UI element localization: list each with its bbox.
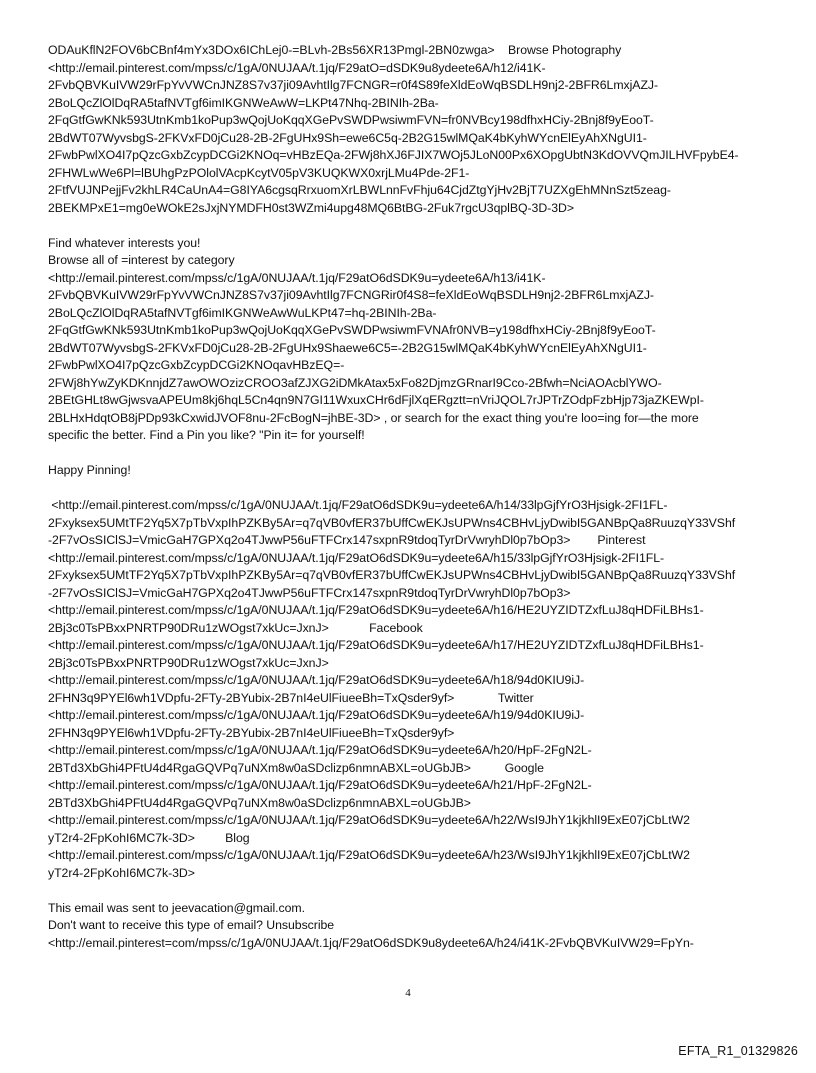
text-line: 2FqGtfGwKNk593UtnKmb1koPup3wQojUoKqqXGePvSWDPwsiwmFVN=fr0NVBcy198dfhxHCiy-2Bnj8f9yEooT- — [48, 113, 654, 127]
text-line: 2BdWT07WyvsbgS-2FKVxFD0jCu28-2B-2FgUHx9Sh=ewe6C5q-2B2G15wlMQaK4bKyhWYcnElEyAhXNgUI1- — [48, 130, 647, 145]
text-line: 2BTd3XbGhi4PFtU4d4RgaGQVPq7uNXm8w0aSDclizp6nmnABXL=oUGbJB> — [48, 795, 471, 810]
text-line: 2BTd3XbGhi4PFtU4d4RgaGQVPq7uNXm8w0aSDclizp6nmnABXL=oUGbJB> Google — [48, 760, 544, 775]
text-line: <http://email.pinterest.com/mpss/c/1gA/0NUJAA/t.1jq/F29atO6dSDK9u=ydeete6A/h21/HpF-2FgN2L- — [48, 778, 592, 792]
blank-line — [48, 217, 788, 235]
text-line: 2FqGtfGwKNk593UtnKmb1koPup3wQojUoKqqXGePvSWDPwsiwmFVNAfr0NVB=y198dfhxHCiy-2Bnj8f9yEooT- — [48, 323, 656, 337]
text-line: <http://email.pinterest.com/mpss/c/1gA/0NUJAA/t.1jq/F29atO6dSDK9u=ydeete6A/h14/33lpGjfYrO3Hjsigk-2FI1FL- — [48, 498, 668, 512]
text-line: <http://email.pinterest.com/mpss/c/1gA/0NUJAA/t.1jq/F29atO6dSDK9u=ydeete6A/h17/HE2UYZIDTZxfLuJ8qHDFiLBHs1- — [48, 638, 704, 652]
text-line: Find whatever interests you! — [48, 235, 201, 250]
text-line: 2BEtGHLt8wGjwsvaAPEUm8kj6hqL5Cn4qn9N7GI11WxuxCHr6dFjlXqERgztt=nVriJQOL7rJPTrZOdpFzbHjp73jaZKEWpI- — [48, 393, 704, 407]
page-number: 4 — [405, 987, 411, 999]
text-line: Happy Pinning! — [48, 463, 131, 477]
text-line: <http://email.pinterest.com/mpss/c/1gA/0NUJAA/t.1jq/F29atO6dSDK9u=ydeete6A/h23/WsI9JhY1kjkhlI9ExE07jCbLtW2 — [48, 848, 690, 862]
text-line: 2FwbPwlXO4I7pQzcGxbZcypDCGi2KNOq=vHBzEQa-2FWj8hXJ6FJIX7WOj5JLoN00Px6XOpgUbtN3KdOVVQmJILHVFpybE4- — [48, 148, 739, 162]
text-line: -2F7vOsSIClSJ=VmicGaH7GPXq2o4TJwwP56uFTFCrx147sxpnR9tdoqTyrDrVwryhDl0p7bOp3> Pinterest — [48, 533, 646, 547]
text-line: Browse all of =interest by category — [48, 253, 235, 267]
text-line: -2F7vOsSIClSJ=VmicGaH7GPXq2o4TJwwP56uFTFCrx147sxpnR9tdoqTyrDrVwryhDl0p7bOp3> — [48, 585, 571, 600]
text-line: 2Fxyksex5UMtTF2Yq5X7pTbVxpIhPZKBy5Ar=q7qVB0vfER37bUffCwEKJsUPWns4CBHvLjyDwibI5GANBpQa8RuuzqY33VShf — [48, 568, 736, 582]
text-line: specific the better. Find a Pin you like? "Pin it= for yourself! — [48, 428, 365, 442]
text-line: yT2r4-2FpKohI6MC7k-3D> Blog — [48, 830, 250, 845]
blank-line — [48, 480, 788, 498]
text-line: This email was sent to jeevacation@gmail.com. — [48, 900, 305, 915]
text-line: 2FwbPwlXO4I7pQzcGxbZcypDCGi2KNOqavHBzEQ=- — [48, 358, 345, 372]
text-line: <http://email.pinterest.com/mpss/c/1gA/0NUJAA/t.1jq/F29atO6dSDK9u=ydeete6A/h22/WsI9JhY1kjkhlI9ExE07jCbLtW2 — [48, 813, 690, 827]
bates-number: EFTA_R1_01329826 — [678, 1044, 798, 1058]
text-line: <http://email.pinterest=com/mpss/c/1gA/0NUJAA/t.1jq/F29atO6dSDK9u8ydeete6A/h24/i41K-2FvbQBVKuIVW29=FpYn- — [48, 935, 694, 950]
text-line: 2Bj3c0TsPBxxPNRTP90DRu1zWOgst7xkUc=JxnJ> Facebook — [48, 620, 423, 635]
text-line: <http://email.pinterest.com/mpss/c/1gA/0NUJAA/t.1jq/F29atO6dSDK9u=ydeete6A/h18/94d0KIU9iJ- — [48, 673, 585, 687]
email-body — [48, 42, 788, 952]
text-line: yT2r4-2FpKohI6MC7k-3D> — [48, 865, 195, 880]
text-line: 2FHN3q9PYEl6wh1VDpfu-2FTy-2BYubix-2B7nI4eUlFiueeBh=TxQsder9yf> Twitter — [48, 690, 534, 705]
text-line: 2FWj8hYwZyKDKnnjdZ7awOWOzizCROO3afZJXG2iDMkAtax5xFo82DjmzGRnarI9Cco-2Bfwh=NciAOAcblYWO- — [48, 375, 662, 390]
text-line: Don't want to receive this type of email? Unsubscribe — [48, 918, 335, 932]
blank-line — [48, 445, 788, 463]
text-line: 2FvbQBVKuIVW29rFpYvVWCnJNZ8S7v37ji09AvhtIlg7FCNGRir0f4S8=feXldEoWqBSDLH9nj2-2BFR6LmxjAZJ- — [48, 288, 654, 302]
text-line: <http://email.pinterest.com/mpss/c/1gA/0NUJAA/t.1jq/F29atO6dSDK9u=ydeete6A/h20/HpF-2FgN2L- — [48, 743, 592, 757]
text-line: <http://email.pinterest.com/mpss/c/1gA/0NUJAA/t.1jq/F29atO6dSDK9u=ydeete6A/h13/i41K- — [48, 270, 546, 285]
text-line: <http://email.pinterest.com/mpss/c/1gA/0NUJAA/t.1jq/F29atO6dSDK9u=ydeete6A/h16/HE2UYZIDTZxfLuJ8qHDFiLBHs1- — [48, 603, 704, 617]
text-line: 2BdWT07WyvsbgS-2FKVxFD0jCu28-2B-2FgUHx9Shaewe6C5=-2B2G15wlMQaK4bKyhWYcnElEyAhXNgUI1- — [48, 340, 647, 355]
text-line: 2FtfVUJNPejjFv2khLR4CaUnA4=G8IYA6cgsqRrxuomXrLBWLnnFvFhju64CjdZtgYjHv2BjT7UZXgEhMNnSzt5zeag- — [48, 183, 671, 197]
text-line: 2BoLQcZlOlDqRA5tafNVTgf6imIKGNWeAwW=LKPt47Nhq-2BINIh-2Ba- — [48, 95, 439, 110]
text-line: 2Fxyksex5UMtTF2Yq5X7pTbVxpIhPZKBy5Ar=q7qVB0vfER37bUffCwEKJsUPWns4CBHvLjyDwibI5GANBpQa8RuuzqY33VShf — [48, 515, 736, 530]
text-line: 2Bj3c0TsPBxxPNRTP90DRu1zWOgst7xkUc=JxnJ> — [48, 655, 329, 670]
text-line: ODAuKflN2FOV6bCBnf4mYx3DOx6IChLej0-=BLvh-2Bs56XR13Pmgl-2BN0zwga> Browse Photography — [48, 43, 622, 57]
text-line: 2BLHxHdqtOB8jPDp93kCxwidJVOF8nu-2FcBogN=jhBE-3D> , or search for the exact thing you're loo=ing for—the more — [48, 410, 699, 425]
text-line: <http://email.pinterest.com/mpss/c/1gA/0NUJAA/t.1jq/F29atO6dSDK9u=ydeete6A/h15/33lpGjfYrO3Hjsigk-2FI1FL- — [48, 550, 665, 565]
text-line: 2FHN3q9PYEl6wh1VDpfu-2FTy-2BYubix-2B7nI4eUlFiueeBh=TxQsder9yf> — [48, 725, 455, 740]
text-line: 2FvbQBVKuIVW29rFpYvVWCnJNZ8S7v37ji09AvhtIlg7FCNGR=r0f4S89feXldEoWqBSDLH9nj2-2BFR6LmxjAZJ- — [48, 78, 659, 92]
text-line: 2BEKMPxE1=mg0eWOkE2sJxjNYMDFH0st3WZmi4upg48MQ6BtBG-2Fuk7rgcU3qplBQ-3D-3D> — [48, 200, 574, 215]
text-line: 2BoLQcZlOlDqRA5tafNVTgf6imIKGNWeAwWuLKPt47=hq-2BINIh-2Ba- — [48, 305, 437, 320]
text-line: <http://email.pinterest.com/mpss/c/1gA/0NUJAA/t.1jq/F29atO6dSDK9u=ydeete6A/h19/94d0KIU9iJ- — [48, 708, 585, 722]
text-line: 2FHWLwWe6Pl=lBUhgPzPOlolVAcpKcytV05pV3KUQKWX0xrjLMu4Pde-2F1- — [48, 165, 470, 180]
blank-line — [48, 882, 788, 900]
text-line: <http://email.pinterest.com/mpss/c/1gA/0NUJAA/t.1jq/F29atO=dSDK9u8ydeete6A/h12/i41K- — [48, 60, 546, 75]
